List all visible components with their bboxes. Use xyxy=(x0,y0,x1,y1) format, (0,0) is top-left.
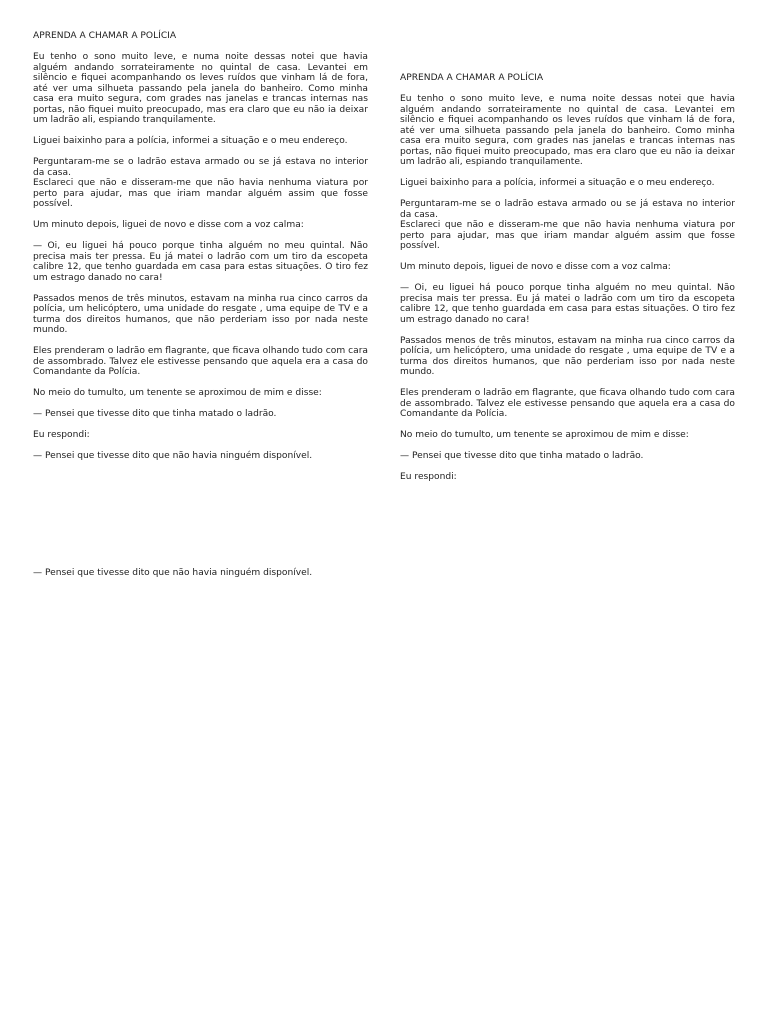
paragraph-intro: Eu tenho o sono muito leve, e numa noite dessas notei que havia alguém andando sorrateiramente no quintal de casa. Levantei em silêncio e fiquei acompanhando os leves ruídos que vinham lá de fora, até ver uma silhueta passando pela janela do banheiro. Como minha casa era muito segura, com grades nas janelas e trancas internas nas portas, não fiquei muito preocupado, mas era claro que eu não ia deixar um ladrão ali, espiando tranquilamente. xyxy=(400,94,735,167)
document-title: APRENDA A CHAMAR A POLÍCIA xyxy=(400,73,544,83)
paragraph-call-police: Liguei baixinho para a polícia, informei a situação e o meu endereço. xyxy=(33,136,348,146)
paragraph-arrest: Eles prenderam o ladrão em flagrante, que ficava olhando tudo com cara de assombrado. Talvez ele estivesse pensando que aquela era a casa do Comandante da Polícia. xyxy=(400,388,735,419)
paragraph-arrival: Passados menos de três minutos, estavam na minha rua cinco carros da polícia, um helicóptero, uma unidade do resgate , uma equipe de TV e a turma dos direitos humanos, que não perderiam isso por nada neste mundo. xyxy=(33,293,368,335)
dialogue-lieutenant-line: — Pensei que tivesse dito que tinha matado o ladrão. xyxy=(33,409,277,419)
dialogue-reply-intro: Eu respondi: xyxy=(400,472,457,482)
paragraph-minute-later: Um minuto depois, liguei de novo e disse com a voz calma: xyxy=(33,220,304,230)
paragraph-second-call: — Oi, eu liguei há pouco porque tinha alguém no meu quintal. Não precisa mais ter pressa. Eu já matei o ladrão com um tiro da escopeta calibre 12, que tenho guardada em casa para estas situações. O tiro fez um estrago danado no cara! xyxy=(400,283,735,325)
paragraph-lieutenant: No meio do tumulto, um tenente se aproximou de mim e disse: xyxy=(33,388,322,398)
dialogue-reply-line-repeat: — Pensei que tivesse dito que não havia ninguém disponível. xyxy=(33,568,313,578)
dialogue-reply-intro: Eu respondi: xyxy=(33,430,90,440)
blank-space xyxy=(33,472,368,568)
paragraph-second-call: — Oi, eu liguei há pouco porque tinha alguém no meu quintal. Não precisa mais ter pressa. Eu já matei o ladrão com um tiro da escopeta calibre 12, que tenho guardada em casa para estas situações. O tiro fez um estrago danado no cara! xyxy=(33,241,368,283)
dialogue-lieutenant-line: — Pensei que tivesse dito que tinha matado o ladrão. xyxy=(400,451,644,461)
paragraph-no-vehicle: Esclareci que não e disseram-me que não havia nenhuma viatura por perto para ajudar, mas que iriam mandar alguém assim que fosse possível. xyxy=(400,220,735,251)
paragraph-no-vehicle: Esclareci que não e disseram-me que não havia nenhuma viatura por perto para ajudar, mas que iriam mandar alguém assim que fosse possível. xyxy=(33,178,368,209)
paragraph-question: Perguntaram-me se o ladrão estava armado ou se já estava no interior da casa. xyxy=(33,157,368,178)
paragraph-call-police: Liguei baixinho para a polícia, informei a situação e o meu endereço. xyxy=(400,178,715,188)
dialogue-reply-line: — Pensei que tivesse dito que não havia ninguém disponível. xyxy=(33,451,313,461)
paragraph-intro: Eu tenho o sono muito leve, e numa noite dessas notei que havia alguém andando sorrateiramente no quintal de casa. Levantei em silêncio e fiquei acompanhando os leves ruídos que vinham lá de fora, até ver uma silhueta passando pela janela do banheiro. Como minha casa era muito segura, com grades nas janelas e trancas internas nas portas, não fiquei muito preocupado, mas era claro que eu não ia deixar um ladrão ali, espiando tranquilamente. xyxy=(33,52,368,125)
document-title: APRENDA A CHAMAR A POLÍCIA xyxy=(33,31,177,41)
paragraph-question: Perguntaram-me se o ladrão estava armado ou se já estava no interior da casa. xyxy=(400,199,735,220)
paragraph-arrest: Eles prenderam o ladrão em flagrante, que ficava olhando tudo com cara de assombrado. Talvez ele estivesse pensando que aquela era a casa do Comandante da Polícia. xyxy=(33,346,368,377)
left-text-column xyxy=(33,31,368,589)
paragraph-arrival: Passados menos de três minutos, estavam na minha rua cinco carros da polícia, um helicóptero, uma unidade do resgate , uma equipe de TV e a turma dos direitos humanos, que não perderiam isso por nada neste mundo. xyxy=(400,335,735,377)
paragraph-lieutenant: No meio do tumulto, um tenente se aproximou de mim e disse: xyxy=(400,430,689,440)
paragraph-minute-later: Um minuto depois, liguei de novo e disse com a voz calma: xyxy=(400,262,671,272)
right-text-column xyxy=(400,73,735,493)
